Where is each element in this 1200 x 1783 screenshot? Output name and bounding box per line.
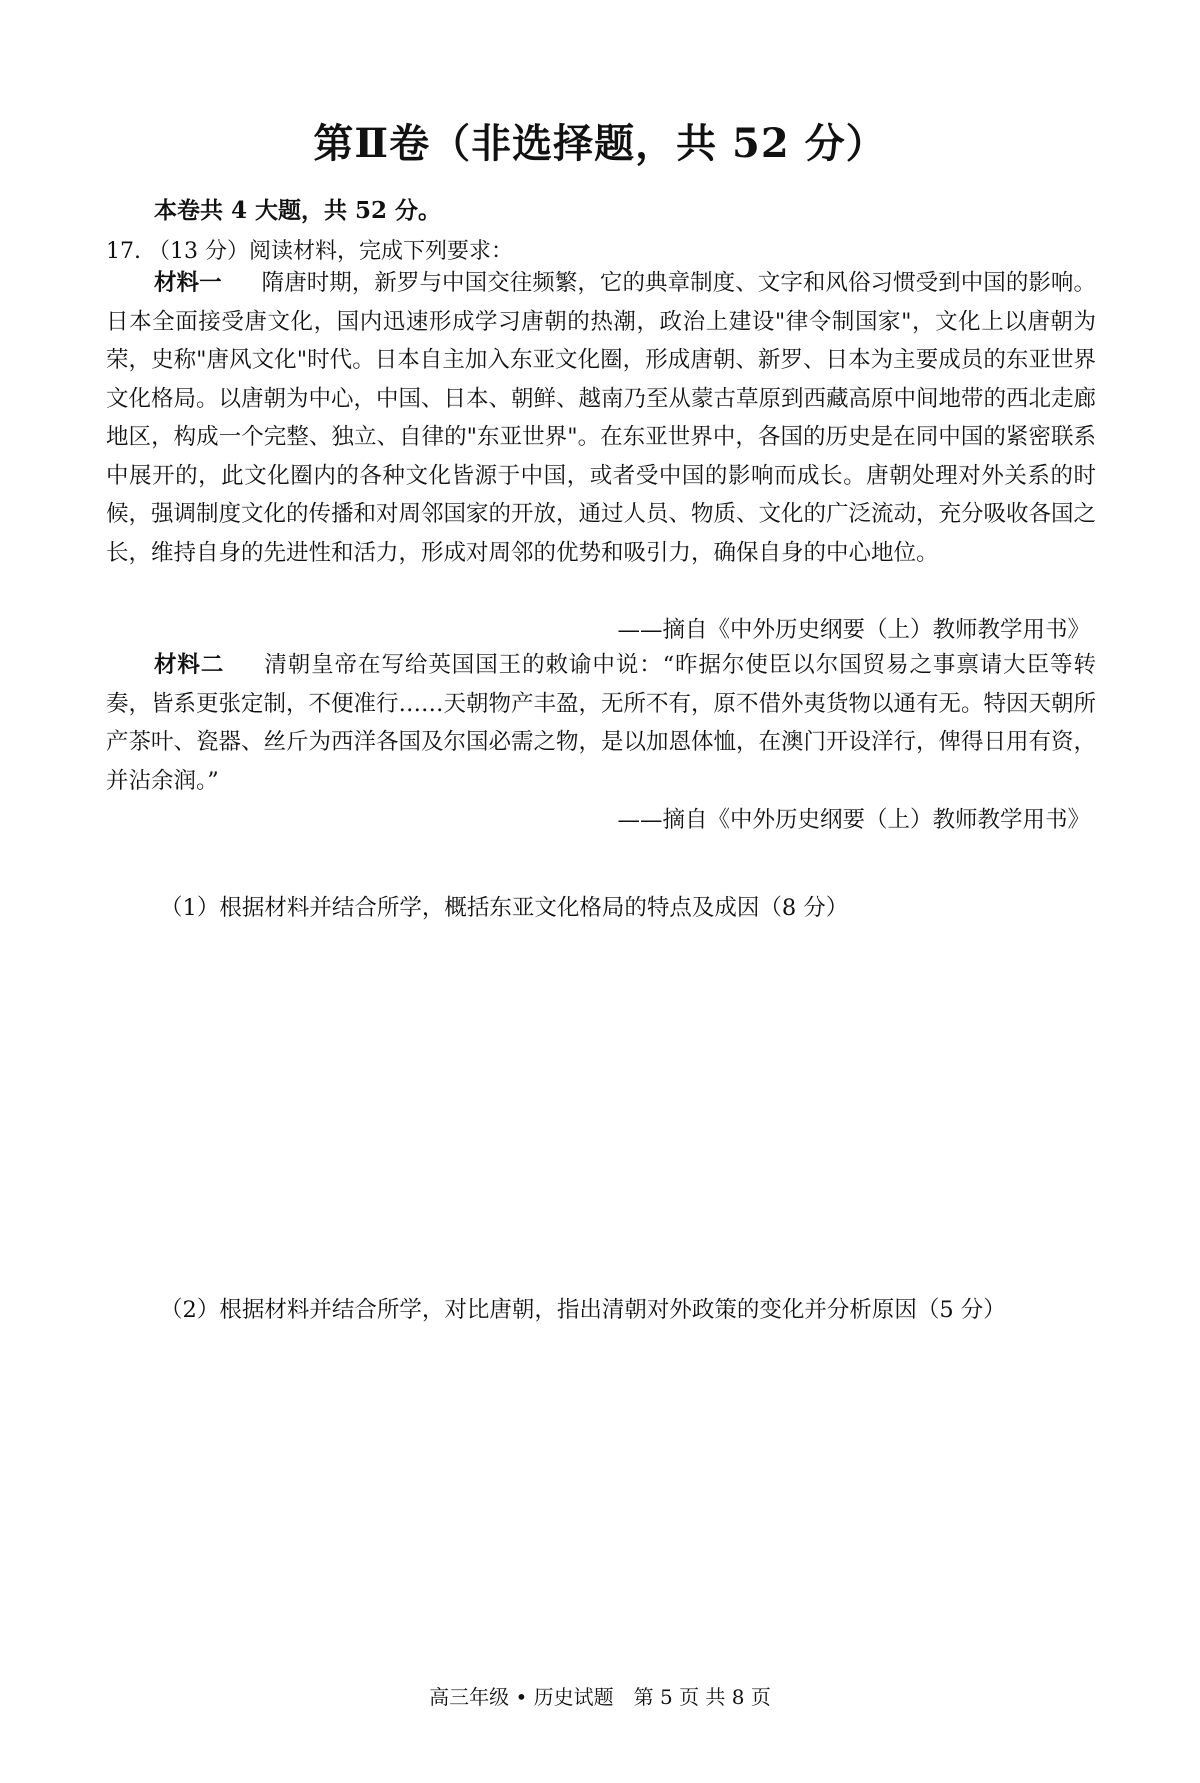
material-one-text: 隋唐时期，新罗与中国交往频繁，它的典章制度、文字和风俗习惯受到中国的影响。日本全面接受唐文化，国内迅速形成学习唐朝的热潮，政治上建设"律令制国家"，文化上以唐朝为荣，史称"唐风文化"时代。日本自主加入东亚文化圈，形成唐朝、新罗、日本为主要成员的东亚世界文化格局。以唐朝为中心，中国、日本、朝鲜、越南乃至从蒙古草原到西藏高原中间地带的西北走廊地区，构成一个完整、独立、自律的"东亚世界"。在东亚世界中，各国的历史是在同中国的紧密联系中展开的，此文化圈内的各种文化皆源于中国，或者受中国的影响而成长。唐朝处理对外关系的时候，强调制度文化的传播和对周邻国家的开放，通过人员、物质、文化的广泛流动，充分吸收各国之长，维持自身的先进性和活力，形成对周邻的优势和吸引力，确保自身的中心地位。 bbox=[106, 270, 1097, 566]
page-footer: 高三年级 • 历史试题 第 5 页 共 8 页 bbox=[429, 1685, 771, 1709]
material-one-label: 材料一 bbox=[154, 270, 222, 296]
section-title: 第Ⅱ卷（非选择题，共 52 分） bbox=[313, 120, 887, 167]
material-two-label: 材料二 bbox=[154, 652, 225, 678]
material-two bbox=[106, 646, 1096, 800]
sub-question-1: （1）根据材料并结合所学，概括东亚文化格局的特点及成因（8 分） bbox=[160, 895, 849, 921]
material-two-source: ——摘自《中外历史纲要（上）教师教学用书》 bbox=[617, 807, 1090, 833]
question-header: 17. （13 分）阅读材料，完成下列要求： bbox=[106, 239, 513, 264]
sub-question-2: （2）根据材料并结合所学，对比唐朝，指出清朝对外政策的变化并分析原因（5 分） bbox=[160, 1297, 1006, 1323]
material-two-text: 清朝皇帝在写给英国国王的敕谕中说：“昨据尔使臣以尔国贸易之事禀请大臣等转奏，皆系更张定制，不便准行……天朝物产丰盈，无所不有，原不借外夷货物以通有无。特因天朝所产茶叶、瓷器、丝斤为西洋各国及尔国必需之物，是以加恩体恤，在澳门开设洋行，俾得日用有资，并沾余润。” bbox=[106, 652, 1097, 794]
section-intro: 本卷共 4 大题，共 52 分。 bbox=[154, 197, 442, 224]
material-one bbox=[106, 264, 1096, 572]
material-one-source: ——摘自《中外历史纲要（上）教师教学用书》 bbox=[617, 617, 1090, 643]
